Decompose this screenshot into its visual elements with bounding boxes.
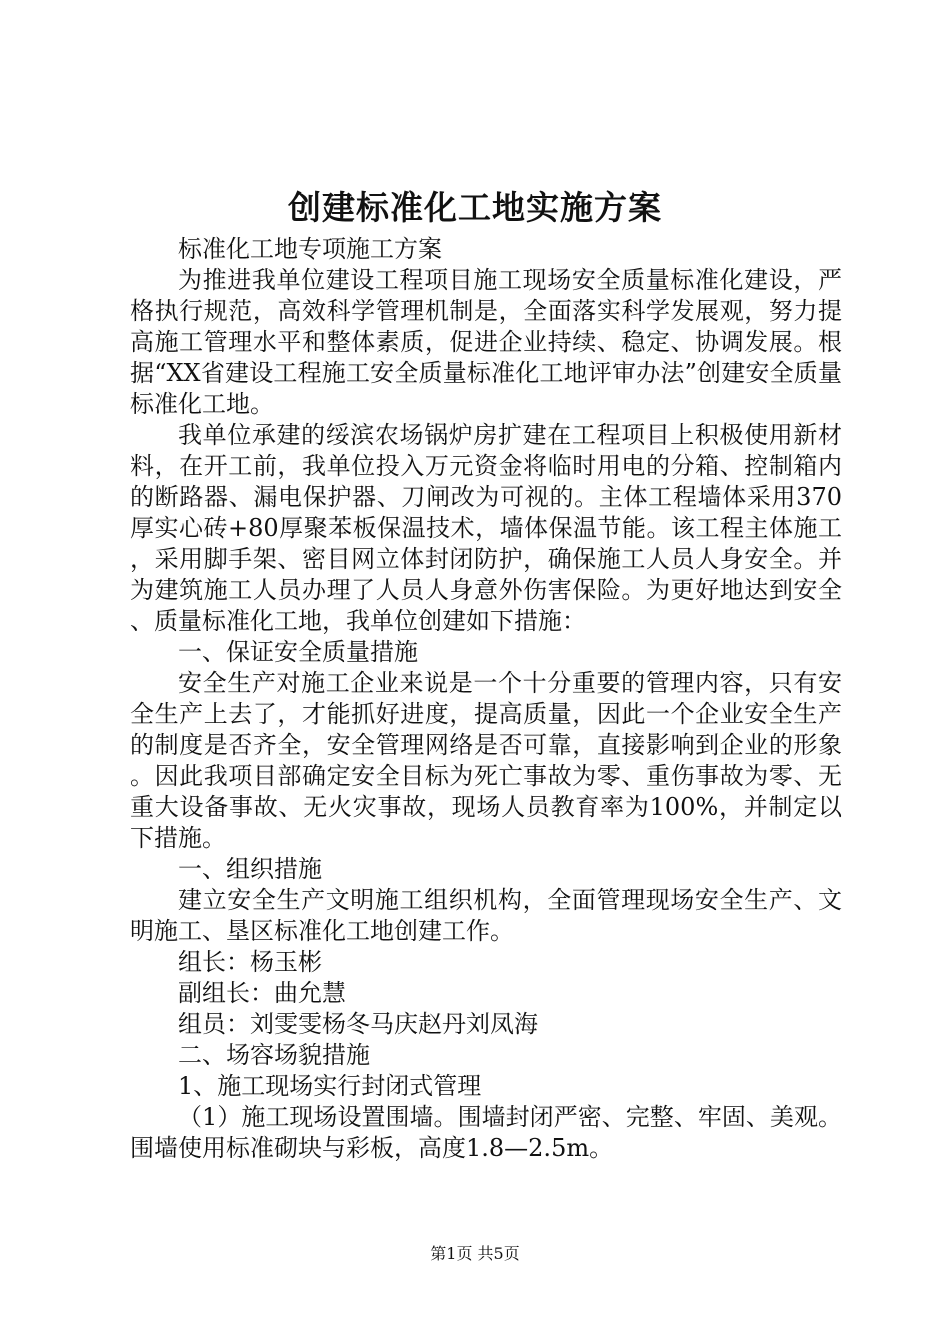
section-heading-organization: 一、组织措施	[178, 855, 322, 883]
team-deputy: 副组长：曲允慧	[178, 979, 346, 1007]
paragraph-wall: （1）施工现场设置围墙。围墙封闭严密、完整、牢固、美观。围墙使用标准砌块与彩板，高度1.8—2.5m。	[130, 1103, 842, 1162]
paragraph-project: 我单位承建的绥滨农场锅炉房扩建在工程项目上积极使用新材料，在开工前，我单位投入万元资金将临时用电的分箱、控制箱内的断路器、漏电保护器、刀闸改为可视的。主体工程墙体采用370厚实心砖+80厚聚苯板保温技术，墙体保温节能。该工程主体施工，采用脚手架、密目网立体封闭防护，确保施工人员人身安全。并为建筑施工人员办理了人员人身意外伤害保险。为更好地达到安全、质量标准化工地，我单位创建如下措施：	[130, 421, 842, 635]
section-heading-safety: 一、保证安全质量措施	[178, 638, 418, 666]
paragraph-safety: 安全生产对施工企业来说是一个十分重要的管理内容，只有安全生产上去了，才能抓好进度，提高质量，因此一个企业安全生产的制度是否齐全，安全管理网络是否可靠，直接影响到企业的形象。因此我项目部确定安全目标为死亡事故为零、重伤事故为零、无重大设备事故、无火灾事故，现场人员教育率为100%，并制定以下措施。	[130, 669, 842, 852]
paragraph-organization: 建立安全生产文明施工组织机构，全面管理现场安全生产、文明施工、垦区标准化工地创建工作。	[130, 886, 842, 945]
team-members: 组员：刘雯雯杨冬马庆赵丹刘凤海	[178, 1010, 538, 1038]
page-number-footer: 第1页 共5页	[430, 1244, 520, 1263]
paragraph-intro: 为推进我单位建设工程项目施工现场安全质量标准化建设，严格执行规范，高效科学管理机制是，全面落实科学发展观，努力提高施工管理水平和整体素质，促进企业持续、稳定、协调发展。根据“XX省建设工程施工安全质量标准化工地评审办法”创建安全质量标准化工地。	[130, 266, 842, 418]
team-leader: 组长：杨玉彬	[178, 948, 322, 976]
subsection-heading-enclosure: 1、施工现场实行封闭式管理	[178, 1072, 482, 1100]
document-body	[130, 234, 842, 1164]
document-title: 创建标准化工地实施方案	[288, 188, 662, 227]
section-heading-site: 二、场容场貌措施	[178, 1041, 370, 1069]
paragraph-subtitle: 标准化工地专项施工方案	[178, 235, 442, 263]
